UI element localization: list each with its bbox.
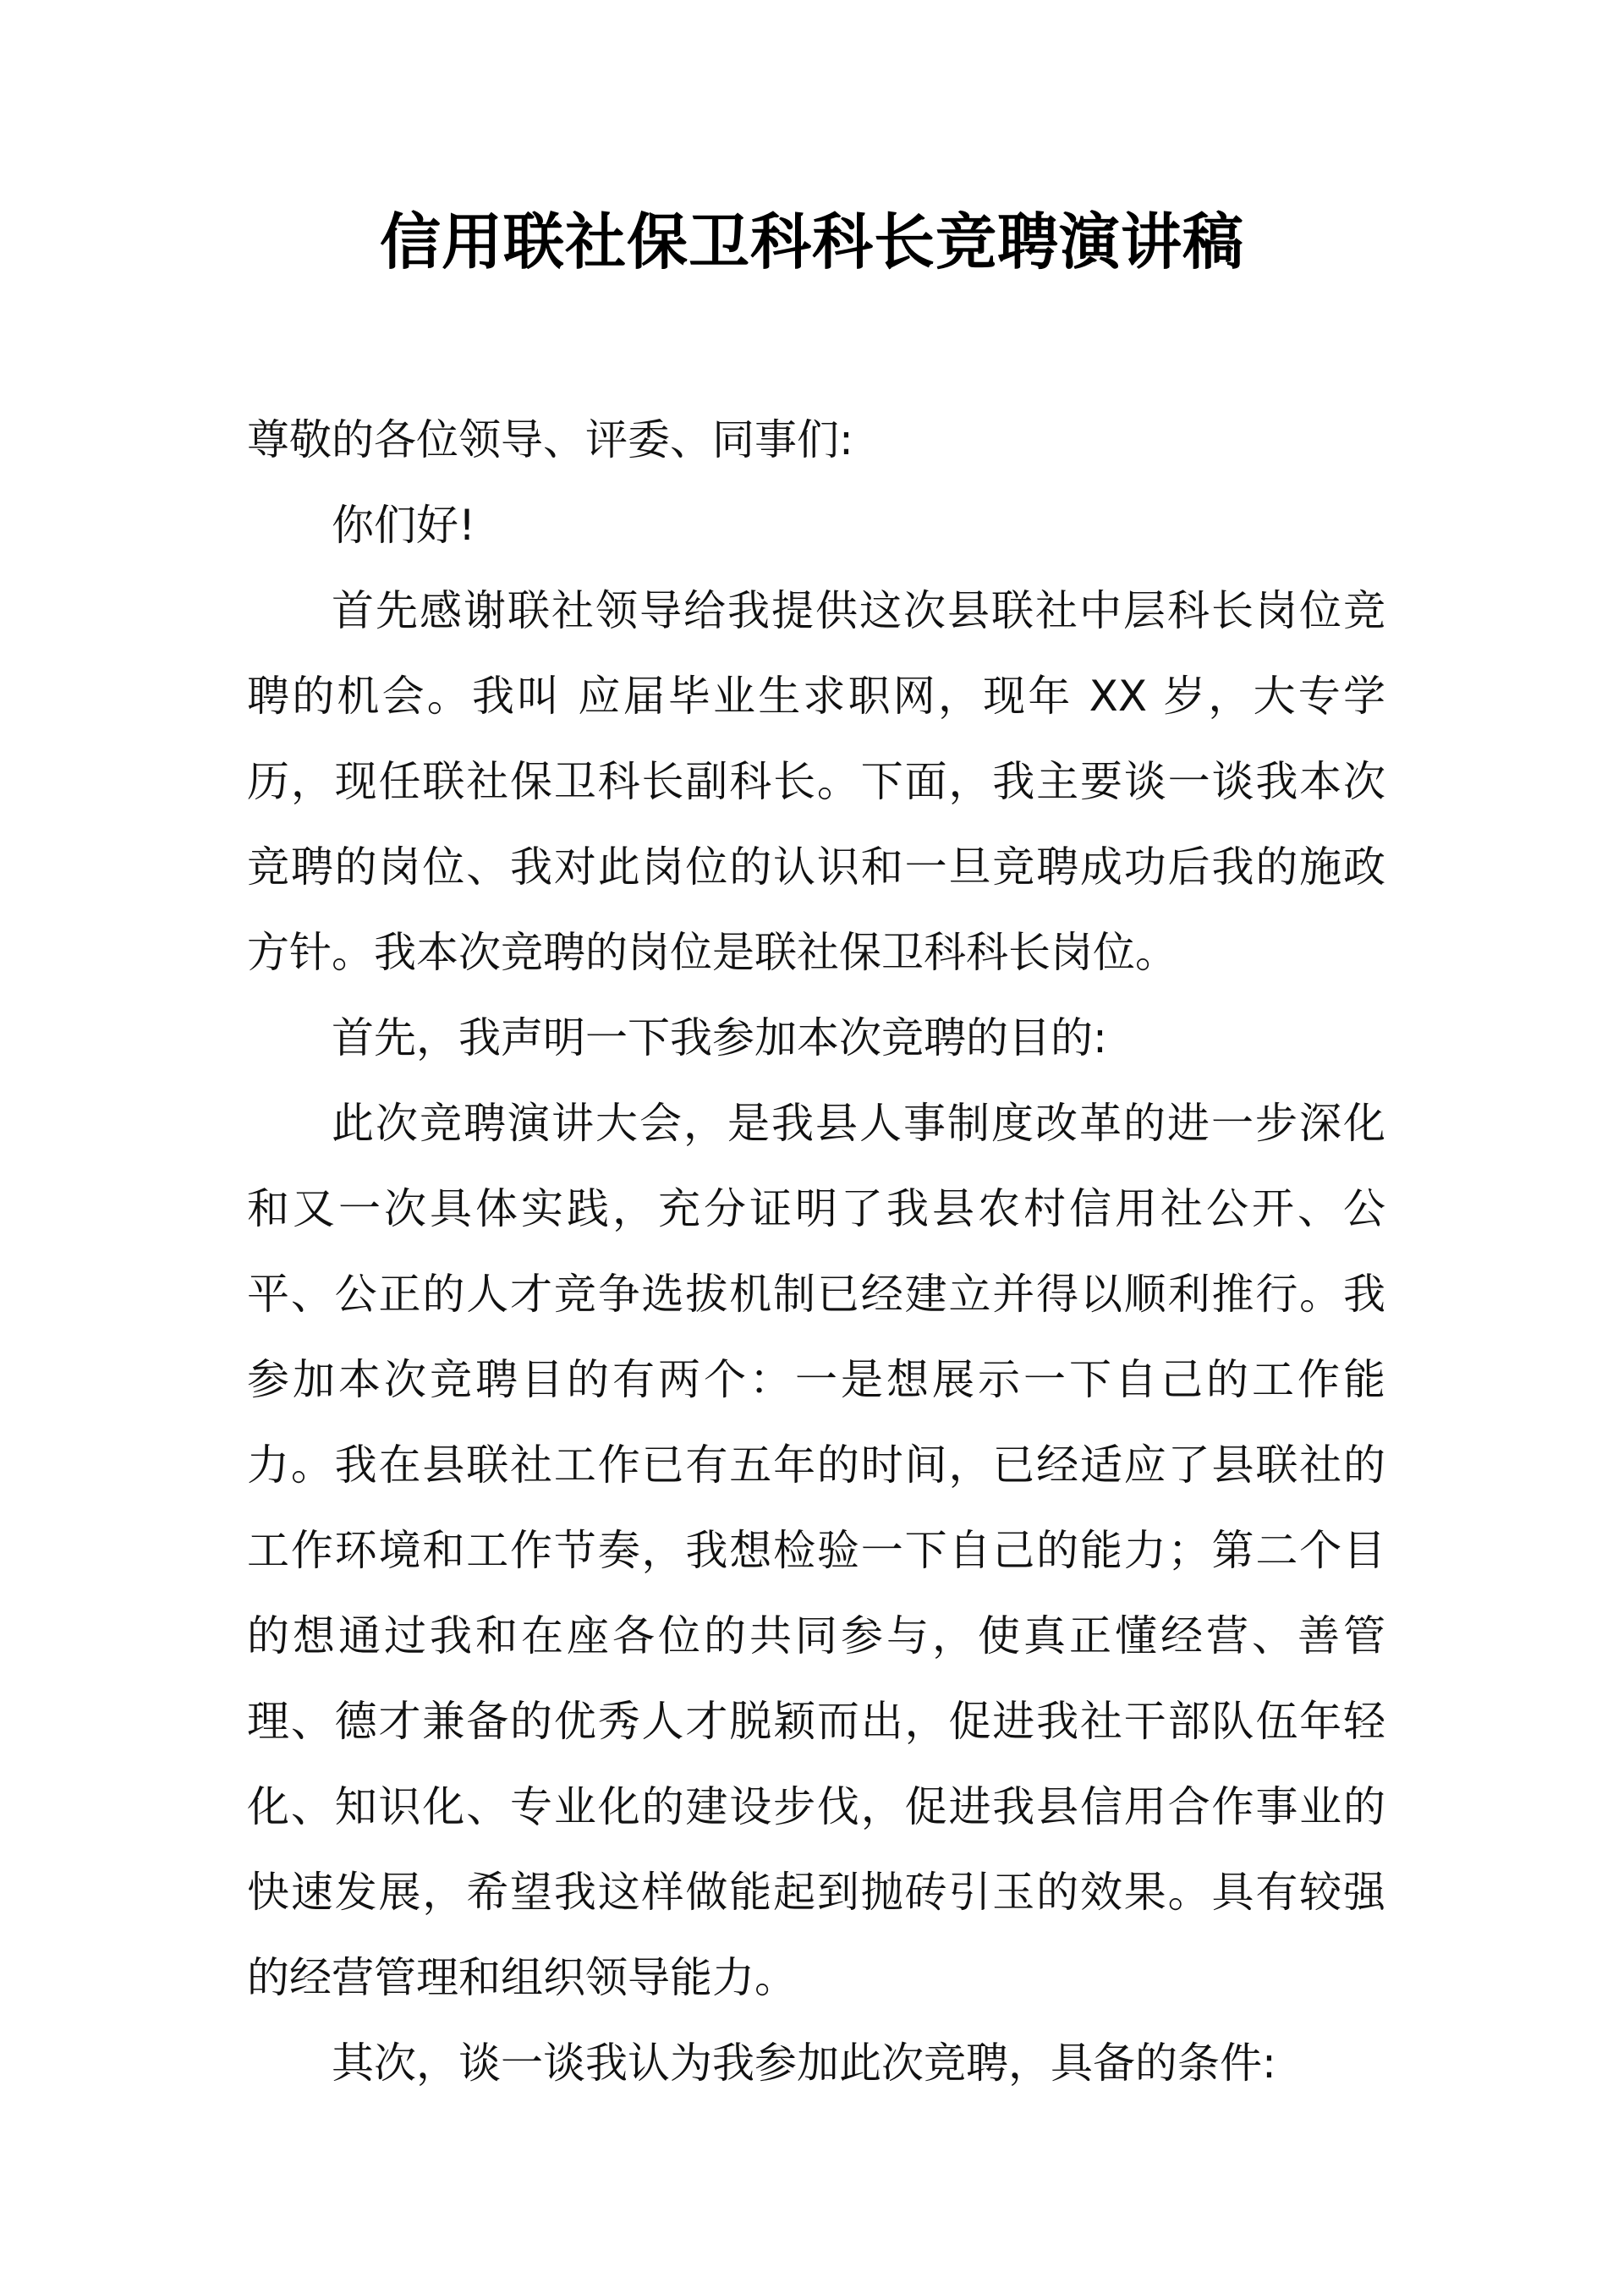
introduction-paragraph: 首先感谢联社领导给我提供这次县联社中层科长岗位竞聘的机会。我叫 应届毕业生求职网，现年 XX 岁，大专学历，现任联社保卫科长副科长。下面，我主要谈一谈我本次竞聘的岗位、我对此岗位的认识和一旦竞聘成功后我的施政方针。我本次竞聘的岗位是联社保卫科科长岗位。 xyxy=(247,586,1385,977)
salutation-paragraph: 尊敬的各位领导、评委、同事们: xyxy=(247,415,853,464)
conditions-heading-paragraph: 其次，谈一谈我认为我参加此次竞聘，具备的条件: xyxy=(332,2039,1276,2088)
greeting-paragraph: 你们好! xyxy=(332,501,476,550)
purpose-paragraph: 此次竞聘演讲大会，是我县人事制度改革的进一步深化和又一次具体实践，充分证明了我县农村信用社公开、公平、公正的人才竞争选拔机制已经建立并得以顺利推行。我参加本次竞聘目的有两个：一是想展示一下自己的工作能力。我在县联社工作已有五年的时间，已经适应了县联社的工作环境和工作节奏，我想检验一下自己的能力；第二个目的想通过我和在座各位的共同参与，使真正懂经营、善管理、德才兼备的优秀人才脱颖而出，促进我社干部队伍年轻化、知识化、专业化的建设步伐，促进我县信用合作事业的快速发展，希望我这样做能起到抛砖引玉的效果。具有较强的经营管理和组织领导能力。 xyxy=(247,1099,1385,2002)
document-title: 信用联社保卫科科长竞聘演讲稿 xyxy=(379,206,1244,277)
document-body xyxy=(247,398,1385,2106)
purpose-heading-paragraph: 首先，我声明一下我参加本次竞聘的目的: xyxy=(332,1013,1107,1062)
